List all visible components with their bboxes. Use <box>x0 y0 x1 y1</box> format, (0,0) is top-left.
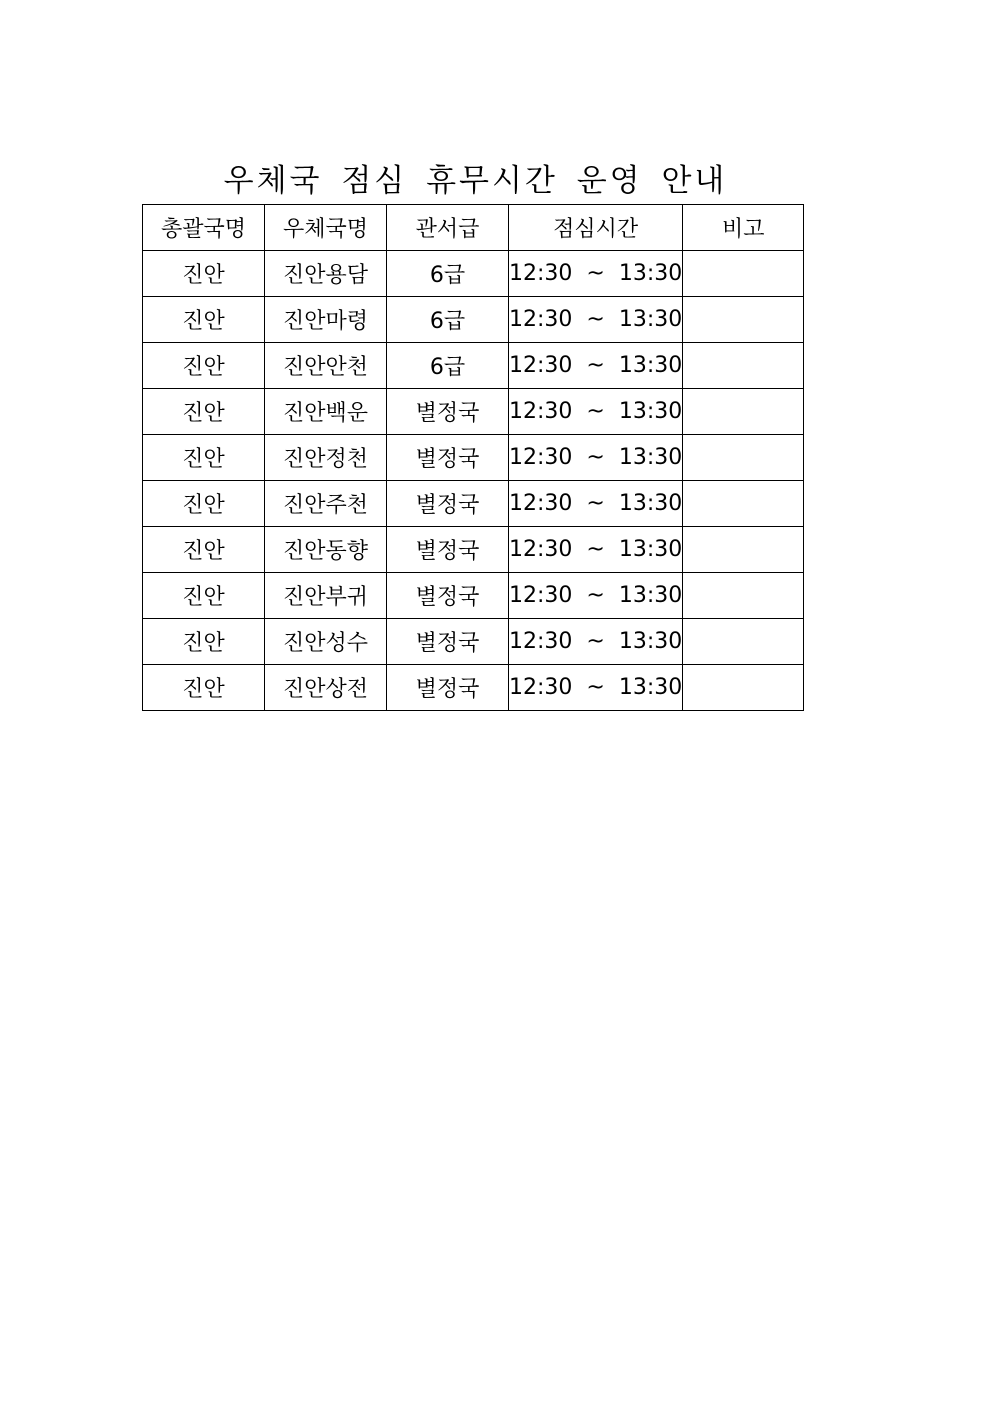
time-range-separator: ~ <box>586 537 605 562</box>
header-note: 비고 <box>683 205 804 251</box>
table-row <box>143 619 804 665</box>
lunch-start-time: 12:30 <box>509 583 573 608</box>
table-row <box>143 343 804 389</box>
grade-cell: 6급 <box>387 297 509 343</box>
lunch-start-time: 12:30 <box>509 445 573 470</box>
time-range-separator: ~ <box>586 491 605 516</box>
table-header-row <box>143 205 804 251</box>
page-title: 우체국 점심 휴무시간 운영 안내 <box>223 163 728 199</box>
grade-cell: 별정국 <box>387 389 509 435</box>
note-cell <box>683 665 804 711</box>
lunch-start-time: 12:30 <box>509 307 573 332</box>
hq-cell: 진안 <box>143 665 265 711</box>
lunch-end-time: 13:30 <box>618 399 683 424</box>
table-row <box>143 251 804 297</box>
lunch-time-cell <box>509 573 683 619</box>
lunch-time-cell <box>509 665 683 711</box>
note-cell <box>683 527 804 573</box>
lunch-end-time: 13:30 <box>618 307 683 332</box>
table-row <box>143 435 804 481</box>
grade-cell: 별정국 <box>387 481 509 527</box>
office-cell: 진안동향 <box>265 527 387 573</box>
header-hq: 총괄국명 <box>143 205 265 251</box>
hq-cell: 진안 <box>143 527 265 573</box>
hq-cell: 진안 <box>143 619 265 665</box>
time-range-separator: ~ <box>586 675 605 700</box>
time-range-separator: ~ <box>586 629 605 654</box>
lunch-start-time: 12:30 <box>509 675 573 700</box>
lunch-time-cell <box>509 389 683 435</box>
hq-cell: 진안 <box>143 251 265 297</box>
grade-cell: 6급 <box>387 251 509 297</box>
time-range-separator: ~ <box>586 583 605 608</box>
office-cell: 진안부귀 <box>265 573 387 619</box>
lunch-time-cell <box>509 435 683 481</box>
time-range-separator: ~ <box>586 353 605 378</box>
table-row <box>143 297 804 343</box>
header-lunch-time: 점심시간 <box>509 205 683 251</box>
lunch-start-time: 12:30 <box>509 537 573 562</box>
grade-cell: 6급 <box>387 343 509 389</box>
note-cell <box>683 573 804 619</box>
note-cell <box>683 343 804 389</box>
lunch-time-cell <box>509 251 683 297</box>
note-cell <box>683 435 804 481</box>
note-cell <box>683 481 804 527</box>
note-cell <box>683 619 804 665</box>
office-cell: 진안마령 <box>265 297 387 343</box>
lunch-end-time: 13:30 <box>618 629 683 654</box>
office-cell: 진안상전 <box>265 665 387 711</box>
lunch-end-time: 13:30 <box>618 583 683 608</box>
note-cell <box>683 251 804 297</box>
lunch-end-time: 13:30 <box>618 675 683 700</box>
office-cell: 진안백운 <box>265 389 387 435</box>
table-row <box>143 389 804 435</box>
time-range-separator: ~ <box>586 399 605 424</box>
note-cell <box>683 389 804 435</box>
hq-cell: 진안 <box>143 389 265 435</box>
table-row <box>143 573 804 619</box>
hq-cell: 진안 <box>143 343 265 389</box>
header-grade: 관서급 <box>387 205 509 251</box>
lunch-hours-table <box>142 204 804 711</box>
table-row <box>143 665 804 711</box>
table-row <box>143 481 804 527</box>
grade-cell: 별정국 <box>387 435 509 481</box>
office-cell: 진안용담 <box>265 251 387 297</box>
lunch-start-time: 12:30 <box>509 353 573 378</box>
hq-cell: 진안 <box>143 435 265 481</box>
lunch-time-cell <box>509 343 683 389</box>
lunch-end-time: 13:30 <box>618 261 683 286</box>
grade-cell: 별정국 <box>387 527 509 573</box>
lunch-time-cell <box>509 527 683 573</box>
header-office: 우체국명 <box>265 205 387 251</box>
lunch-end-time: 13:30 <box>618 353 683 378</box>
table-body <box>143 251 804 711</box>
time-range-separator: ~ <box>586 307 605 332</box>
lunch-end-time: 13:30 <box>618 445 683 470</box>
office-cell: 진안정천 <box>265 435 387 481</box>
note-cell <box>683 297 804 343</box>
lunch-start-time: 12:30 <box>509 261 573 286</box>
lunch-start-time: 12:30 <box>509 629 573 654</box>
grade-cell: 별정국 <box>387 573 509 619</box>
lunch-time-cell <box>509 481 683 527</box>
grade-cell: 별정국 <box>387 619 509 665</box>
lunch-end-time: 13:30 <box>618 537 683 562</box>
lunch-time-cell <box>509 619 683 665</box>
lunch-start-time: 12:30 <box>509 491 573 516</box>
time-range-separator: ~ <box>586 261 605 286</box>
hq-cell: 진안 <box>143 573 265 619</box>
office-cell: 진안주천 <box>265 481 387 527</box>
lunch-start-time: 12:30 <box>509 399 573 424</box>
office-cell: 진안성수 <box>265 619 387 665</box>
office-cell: 진안안천 <box>265 343 387 389</box>
table-row <box>143 527 804 573</box>
lunch-time-cell <box>509 297 683 343</box>
time-range-separator: ~ <box>586 445 605 470</box>
hq-cell: 진안 <box>143 297 265 343</box>
hq-cell: 진안 <box>143 481 265 527</box>
lunch-end-time: 13:30 <box>618 491 683 516</box>
grade-cell: 별정국 <box>387 665 509 711</box>
